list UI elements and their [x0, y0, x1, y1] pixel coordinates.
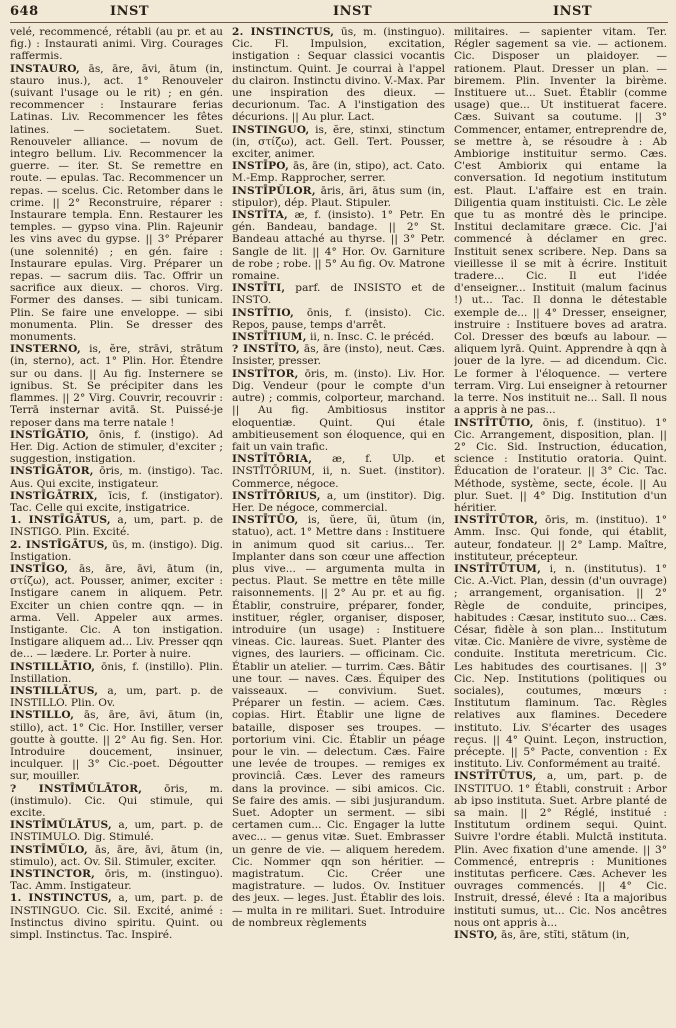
headword: ? INSTĪMŬLĀTOR,: [10, 782, 143, 795]
headword: INSTĪTŪTIO,: [454, 416, 534, 429]
column-3: [454, 26, 667, 1026]
headword: 1. INSTINCTUS,: [10, 892, 112, 905]
entry-text: ii, n. Insc. C. le précéd.: [310, 331, 435, 344]
headword: INSTĪTIUM,: [232, 331, 307, 344]
dictionary-entry: [10, 868, 223, 892]
entry-text: parf. de INSISTO et de INSTO.: [232, 282, 445, 307]
entry-text: ōnis, f. (instillo). Plin. Instillation.: [10, 660, 223, 685]
dictionary-entry: [10, 819, 223, 843]
headword: INSTĪPŬLOR,: [232, 184, 316, 197]
running-head-left: INST: [110, 4, 150, 19]
dictionary-entry: [232, 490, 445, 514]
dictionary-entry: [454, 26, 667, 417]
dictionary-entry: [232, 453, 445, 490]
entry-text: ōnis, f. (insisto). Cic. Repos, pause, temps d'arrêt.: [232, 306, 445, 331]
headword: INSTĪMŬLĀTUS,: [10, 819, 112, 832]
dictionary-entry: [10, 465, 223, 489]
dictionary-entry: [10, 490, 223, 514]
dictionary-entry: [454, 514, 667, 563]
headword: INSTĪTŌRIUS,: [232, 489, 321, 502]
entry-text: ās, āre, āvi, ātum (in, στίζω), act. Pousser, animer, exciter : Instigare canem in aliquem. Petr. Exciter un chien contre qqn. — in arma. Vell. Appeler aux armes. Instigante. Cic. A ton instigation. Instigare aliquem ad... Liv. Presser qqn de... — lædere. Lr. Porter à nuire.: [10, 562, 223, 661]
dictionary-entry: [10, 892, 223, 941]
headword: INSTINCTOR,: [10, 868, 96, 881]
entry-text: a, um (institor). Dig. Her. De négoce, commercial.: [232, 489, 445, 514]
entry-text: ōris, m. (instinguo). Tac. Amm. Instigateur.: [10, 868, 223, 893]
entry-text: ōris, m. (instituo). 1° Amm. Insc. Qui fonde, qui établit, auteur, fondateur. || 2° Lamp. Maître, instituteur, précepteur.: [454, 514, 667, 563]
entry-text: a, um, part. p. de INSTIGO. Plin. Excité.: [10, 514, 223, 539]
dictionary-entry: [232, 160, 445, 184]
entry-text: æ, f. (insisto). 1° Petr. En gén. Bandeau, bandage. || 2° St. Bandeau attaché au thyrse. || 3° Petr. Sangle de lit. || 4° Hor. Ov. Garniture de robe ; robe. || 5° Au fig. Ov. Matrone romaine.: [232, 209, 445, 283]
headword: INSTĪTI,: [232, 282, 286, 295]
entry-text: is, ŭere, ŭi, ūtum (in, statuo), act. 1° Mettre dans : Instituere in animum quod sit carius... Ter. Implanter dans son cœur une affection plus vive... — argumenta multa in pectus. Plaut. Se mettre en tête mille raisonnements. || 2° Au pr. et au fig. Établir, construire, préparer, fonder, instituer, régler, organiser, disposer, introduire (un usage) : Instituere vineas. Cic. laureas. Suet. Planter des vignes, des lauriers. — officinam. Cic. Établir un atelier. — turrim. Cæs. Bâtir une tour. — naves. Cæs. Équiper des vaisseaux. — convivium. Suet. Préparer un festin. — aciem. Cæs. copias. Hirt. Établir une ligne de bataille, disposer ses troupes. — portorium vini. Cic. Établir un péage pour le vin. — delectum. Cæs. Faire une levée de troupes. — remiges ex provinciâ. Cæs. Lever des rameurs dans la province. — sibi amicos. Cic. Se faire des amis. — sibi jusjurandum. Suet. Adopter un serment. — sibi certamen cum... Cic. Engager la lutte avec... — genus vitæ. Suet. Embrasser un genre de vie. — aliquem heredem. Cic. Nommer qqn son héritier. — magistratum. Cic. Créer une magistrature. — ludos. Ov. Instituer des jeux. — leges. Just. Établir des lois. — multa in re militari. Suet. Introduire de nombreux règlements: [232, 514, 445, 929]
headword: ? INSTĪTO,: [232, 343, 300, 356]
entry-text: militaires. — sapienter vitam. Ter. Régler sagement sa vie. — actionem. Cic. Disposer un plaidoyer. — rationem. Plaut. Dresser un plan. — biremem. Plin. Inventer la birème. Instituere ut... Suet. Établir (comme usage) que... Ut instituerat facere. Cæs. Suivant sa coutume. || 3° Commencer, entamer, entreprendre de, se mettre à, se résoudre à : Ab Ambiorige instituitur sermo. Cæs. C'est Ambiorix qui entame la conversation. Id negotium institutum est. Plaut. L'affaire est en train. Diligentia quam instituisti. Cic. Le zèle que tu as montré dès le principe. Institui declamitare græce. Cic. J'ai commencé à déclamer en grec. Instituit senex scribere. Nep. Dans sa vieillesse il se mit à écrire. Instituit tradere... Cic. Il eut l'idée d'enseigner... Instituit (malum facinus !) ut... Tac. Il donna le détestable exemple de... || 4° Dresser, enseigner, instruire : Instituere boves ad aratra. Col. Dresser des bœufs au labour. — aliquem lyrā. Quint. Apprendre à qqn à jouer de la lyre. — ad dicendum. Cic. Le former à l'éloquence. — vertere terram. Virg. Lui enseigner à retourner la terre. Nos instituit ne... Sall. Il nous a appris à ne pas...: [454, 26, 667, 417]
entry-text: āris, āri, ātus sum (in, stipulor), dép. Plaut. Stipuler.: [232, 184, 445, 209]
headword: 2. INSTĪGĀTUS,: [10, 538, 109, 551]
dictionary-entry: [232, 307, 445, 331]
headword: INSTERNO,: [10, 343, 81, 356]
entry-text: a, um, part. p. de INSTIMULO. Dig. Stimulé.: [10, 819, 223, 844]
headword: INSTILLO,: [10, 709, 75, 722]
entry-text: ās, āre, āvi, ātum (in, stimulo), act. Ov. Sil. Stimuler, exciter.: [10, 843, 223, 868]
dictionary-entry: [232, 282, 445, 306]
entry-text: is, ĕre, strāvi, strātum (in, sterno), act. 1° Plin. Hor. Étendre sur ou dans. || Au fig. Insternere se ignibus. St. Se précipiter dans les flammes. || 2° Virg. Couvrir, recouvrir : Terrā insternar avitā. St. Puissé-je reposer dans ma terre natale !: [10, 343, 223, 429]
page-header: [10, 4, 668, 23]
entry-text: ōnis, f. (instituo). 1° Cic. Arrangement, disposition, plan. || 2° Cic. Sid. Instruction, éducation, science : Institutio oratoria. Quint. Éducation de l'orateur. || 3° Cic. Tac. Méthode, système, secte, école. || Au plur. Suet. || 4° Dig. Institution d'un héritier.: [454, 416, 667, 514]
headword: 2. INSTINCTUS,: [232, 26, 335, 38]
entry-text: ūs, m. (instigo). Dig. Instigation.: [10, 538, 223, 563]
dictionary-entry: [232, 185, 445, 209]
dictionary-entry: [10, 685, 223, 709]
dictionary-entry: [454, 563, 667, 770]
headword: INSTINGUO,: [232, 123, 310, 136]
headword: INSTAURO,: [10, 62, 80, 75]
entry-text: a, um, part. p. de INSTITUO. 1° Établi, construit : Arbor ab ipso instituta. Suet. Arbre planté de sa main. || 2° Réglé, institué : Institutum ordinem sequi. Quint. Suivre l'ordre établi. Mulctā instituta. Plin. Avec fixation d'une amende. || 3° Commencé, entrepris : Munitiones institutas perficere. Cæs. Achever les ouvrages commencés. || 4° Cic. Instruit, dressé, élevé : Ita a majoribus instituti sumus, ut... Cic. Nos ancêtres nous ont appris à...: [454, 770, 667, 929]
entry-text: ūs, m. (instinguo). Cic. Fl. Impulsion, excitation, instigation : Sequar classici vocantis instinctum. Quint. Je courrai à l'appel du clairon. Instinctu divino. V.-Max. Par une inspiration des dieux. — decurionum. Tac. A l'instigation des décurions. || Au plur. Lact.: [232, 26, 445, 124]
headword: INSTĪPO,: [232, 160, 289, 173]
headword: INSTĪTŪTOR,: [454, 514, 539, 527]
dictionary-entry: [10, 844, 223, 868]
dictionary-entry: [10, 26, 223, 63]
entry-text: a, um, part. p. de INSTINGUO. Cic. Sil. Excité, animé : Instinctus divino spiritu. Quint. ou simpl. Instinctus. Tac. Inspiré.: [10, 892, 223, 942]
dictionary-entry: [10, 563, 223, 661]
text-columns: [10, 26, 668, 1026]
headword: INSTĪMŬLO,: [10, 843, 88, 856]
entry-text: ōris, m. (insto). Liv. Hor. Dig. Vendeur (pour le compte d'un autre) ; commis, colporteur, marchand. || Au fig. Ambitiosus institor eloquentiæ. Quint. Qui étale ambitieusement son éloquence, qui en fait un vain trafic.: [232, 367, 445, 453]
entry-text: is, ĕre, stinxi, stinctum (in, στίζω), act. Gell. Tert. Pousser, exciter, animer.: [232, 123, 445, 161]
headword: INSTĪTŪTUS,: [454, 770, 537, 783]
dictionary-entry: [232, 124, 445, 161]
page-number: 648: [10, 4, 39, 19]
headword: 1. INSTĪGĀTUS,: [10, 514, 111, 527]
headword: INSTĪTOR,: [232, 367, 299, 380]
dictionary-entry: [10, 63, 223, 344]
entry-text: ās, āre (in, stipo), act. Cato. M.-Emp. Rapprocher, serrer.: [232, 160, 445, 185]
dictionary-entry: [454, 770, 667, 929]
dictionary-entry: [454, 929, 667, 941]
entry-text: ās, āre (insto), neut. Cæs. Insister, presser.: [232, 343, 445, 368]
headword: INSTĪTŪO,: [232, 514, 299, 527]
entry-text: ās, āre, stĭti, stātum (in,: [501, 929, 630, 942]
dictionary-entry: [232, 343, 445, 367]
headword: INSTĪTIO,: [232, 306, 295, 319]
entry-text: ās, āre, āvi, ātum (in, stillo), act. 1° Cic. Hor. Instiller, verser goutte à goutte. || 2° Au fig. Sen. Hor. Introduire doucement, insinuer, inculquer. || 3° Cic.-poet. Dégoutter sur, mouiller.: [10, 709, 223, 783]
entry-text: īcis, f. (instigator). Tac. Celle qui excite, instigatrice.: [10, 489, 223, 514]
dictionary-entry: [232, 331, 445, 343]
column-1: [10, 26, 223, 1026]
headword: INSTO,: [454, 929, 498, 942]
headword: INSTĪGĀTRIX,: [10, 489, 98, 502]
entry-text: ōris, m. (instigo). Tac. Aus. Qui excite, instigateur.: [10, 465, 223, 490]
headword: INSTĪGĀTIO,: [10, 428, 90, 441]
running-head-center: INST: [333, 4, 373, 19]
headword: INSTĪTŪTUM,: [454, 562, 541, 575]
dictionary-entry: [232, 26, 445, 124]
running-head-right: INST: [553, 4, 593, 19]
column-2: [232, 26, 445, 1026]
headword: INSTĪTŌRIA,: [232, 453, 313, 466]
dictionary-entry: [10, 539, 223, 563]
entry-text: æ, f. Ulp. et INSTĪTŌRIUM, ii, n. Suet. (institor). Commerce, négoce.: [232, 453, 445, 490]
dictionary-entry: [232, 368, 445, 453]
entry-text: i, n. (institutus). 1° Cic. A.-Vict. Plan, dessin (d'un ouvrage) ; arrangement, organisation. || 2° Règle de conduite, principes, habitudes : Cæsar, instituto suo... Cæs. César, fidèle à son plan... Institutum vitæ. Cic. Manière de vivre, système de conduite. Instituta meretricum. Cic. Les habitudes des courtisanes. || 3° Cic. Nep. Institutions (politiques ou sociales), coutumes, mœurs : Institutum flaminum. Tac. Règles relatives aux flamines. Decedere instituto. Liv. S'écarter des usages reçus. || 4° Quint. Leçon, instruction, précepte. || 5° Pacte, convention : Ex instituto. Liv. Conformément au traité.: [454, 562, 667, 771]
dictionary-entry: [10, 661, 223, 685]
headword: INSTILLĀTUS,: [10, 684, 99, 697]
entry-text: ās, āre, āvi, ātum (in, stauro inus.), act. 1° Renouveler (suivant l'usage ou le rit) ; en gén. recommencer : Instaurare ferias Latinas. Liv. Recommencer les fêtes latines. — societatem. Suet. Renouveler alliance. — novum de integro bellum. Liv. Recommencer la guerre. — iter. St. Se remettre en route. — epulas. Tac. Recommencer un repas. — scelus. Cic. Retomber dans le crime. || 2° Reconstruire, réparer : Instaurare templa. Enn. Restaurer les temples. — gypso vina. Plin. Rajeunir les vins avec du gypse. || 3° Préparer (une solennité) ; en gén. faire : Instaurare epulas. Virg. Préparer un repas. — sacrum diis. Tac. Offrir un sacrifice aux dieux. — choros. Virg. Former des danses. — sibi tunicam. Plin. Se faire une enveloppe. — sibi monumenta. Plin. Se dresser des monuments.: [10, 62, 223, 344]
dictionary-entry: [10, 343, 223, 428]
headword: INSTĪTA,: [232, 209, 288, 222]
entry-text: velé, recommencé, rétabli (au pr. et au fig.) : Instaurati animi. Virg. Courages raffermis.: [10, 26, 223, 63]
dictionary-entry: [232, 514, 445, 929]
entry-text: ōnis, f. (instigo). Ad Her. Dig. Action de stimuler, d'exciter ; suggestion, instigation.: [10, 428, 223, 466]
dictionary-entry: [10, 429, 223, 466]
entry-text: a, um, part. p. de INSTILLO. Plin. Ov.: [10, 684, 223, 710]
headword: INSTĪGO,: [10, 562, 69, 575]
dictionary-entry: [232, 209, 445, 282]
dictionary-entry: [10, 709, 223, 782]
headword: INSTILLĀTIO,: [10, 660, 96, 673]
dictionary-entry: [454, 417, 667, 515]
dictionary-entry: [10, 514, 223, 538]
headword: INSTĪGĀTOR,: [10, 465, 94, 478]
dictionary-entry: [10, 783, 223, 820]
entry-text: ōris, m. (instimulo). Cic. Qui stimule, qui excite.: [10, 782, 223, 819]
